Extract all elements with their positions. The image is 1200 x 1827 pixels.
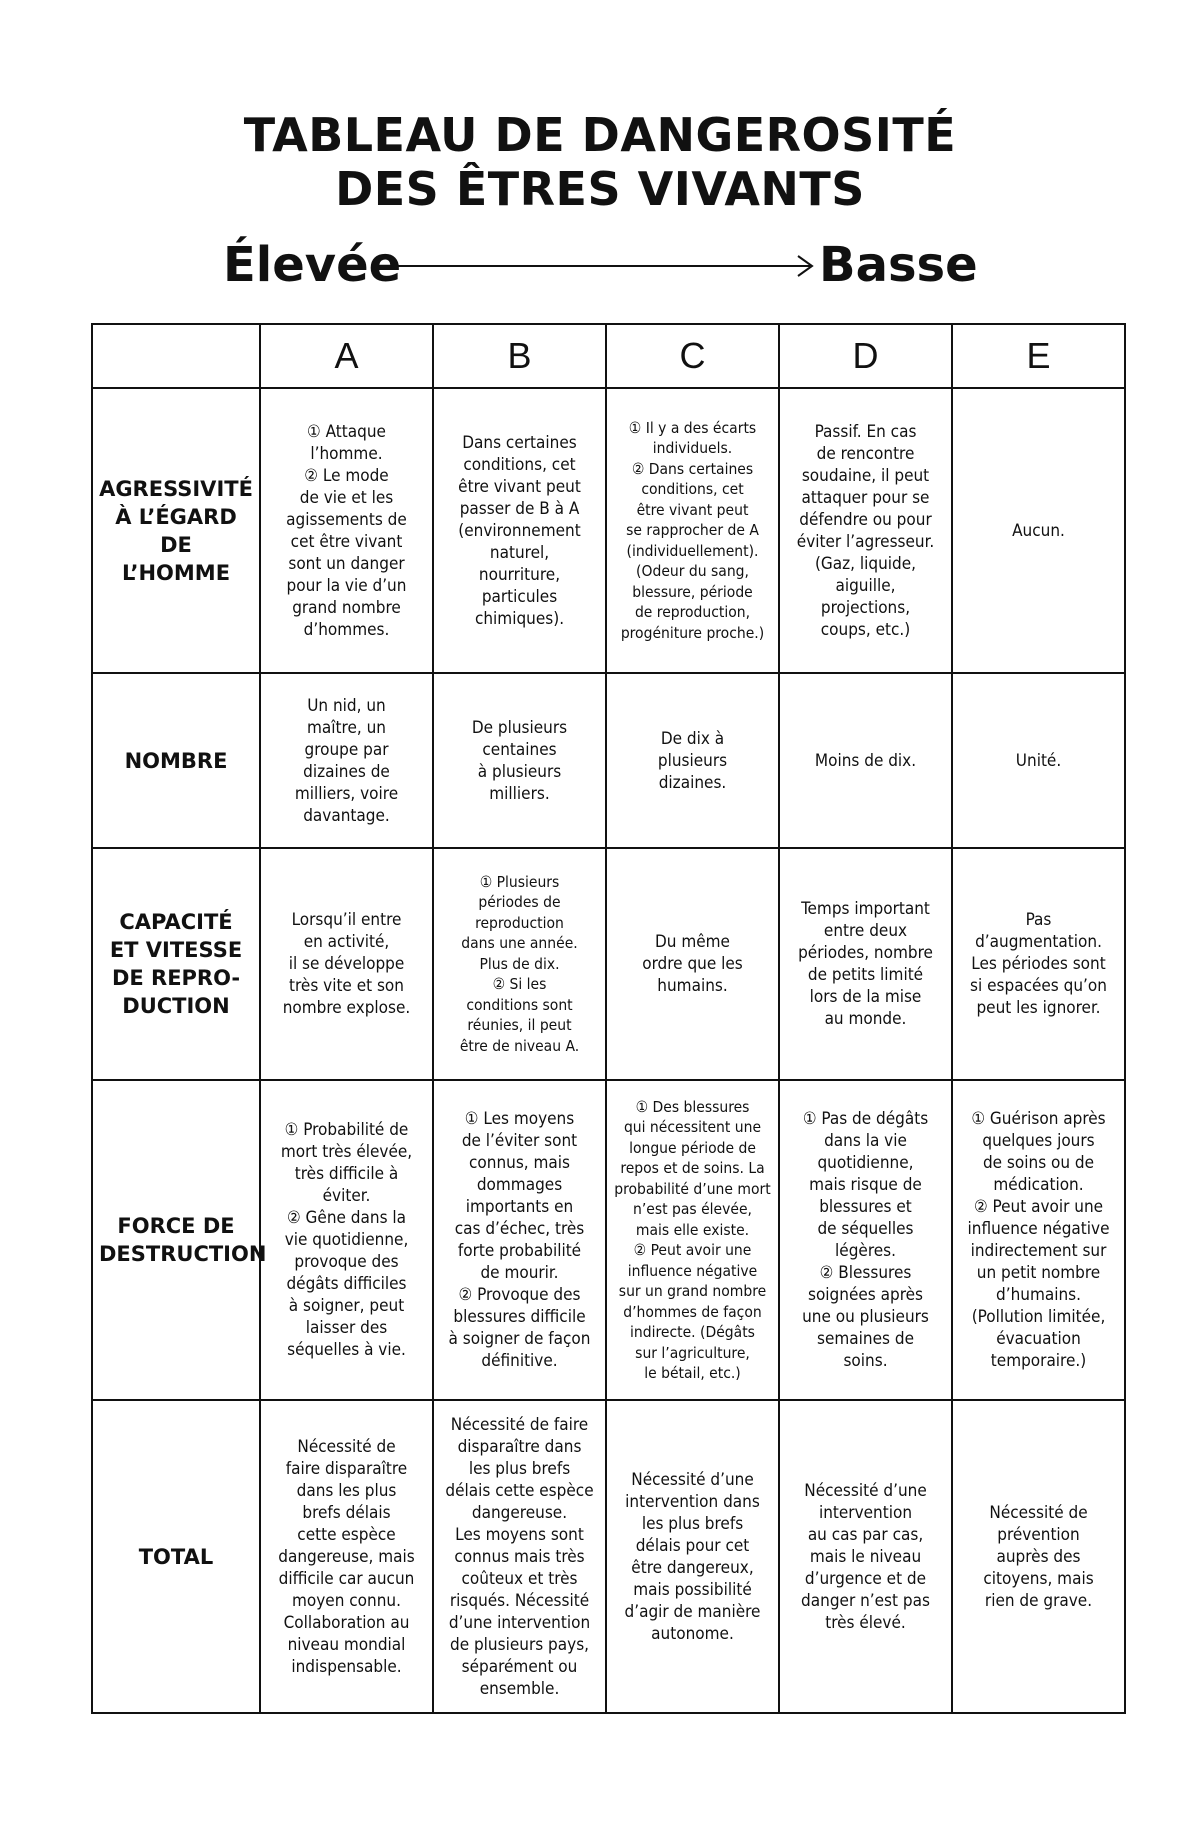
table-cell: Nécessité de prévention auprès des citoyens, mais rien de grave. [952, 1400, 1125, 1713]
table-header-row [92, 324, 1125, 388]
title-line-1: TABLEAU DE DANGEROSITÉ [243, 108, 957, 162]
row-header-destruction: FORCE DE DESTRUCTION [92, 1080, 260, 1400]
row-header-total: TOTAL [92, 1400, 260, 1713]
table-cell: ① Probabilité de mort très élevée, très difficile à éviter. ② Gêne dans la vie quotidienne, provoque des dégâts difficiles à soigner, peut laisser des séquelles à vie. [260, 1080, 433, 1400]
column-header-c: C [606, 324, 779, 388]
title-line-2: DES ÊTRES VIVANTS [335, 162, 865, 216]
table-row-reproduction [92, 848, 1125, 1080]
table-cell: Un nid, un maître, un groupe par dizaines de milliers, voire davantage. [260, 673, 433, 848]
table-cell: Nécessité de faire disparaître dans les plus brefs délais cette espèce dangereuse. Les moyens sont connus mais très coûteux et très risqués. Nécessité d’une intervention de plusieurs pays, séparément ou ensemble. [433, 1400, 606, 1713]
row-header-reproduction: CAPACITÉ ET VITESSE DE REPRO- DUCTION [92, 848, 260, 1080]
danger-scale [0, 230, 1200, 300]
table-cell: Passif. En cas de rencontre soudaine, il peut attaquer pour se défendre ou pour éviter l’agresseur. (Gaz, liquide, aiguille, projections, coups, etc.) [779, 388, 952, 673]
table-cell: Temps important entre deux périodes, nombre de petits limité lors de la mise au monde. [779, 848, 952, 1080]
column-header-a: A [260, 324, 433, 388]
table-corner-cell [92, 324, 260, 388]
table-cell: De dix à plusieurs dizaines. [606, 673, 779, 848]
danger-table [91, 323, 1126, 1714]
table-cell: ① Pas de dégâts dans la vie quotidienne, mais risque de blessures et de séquelles légères. ② Blessures soignées après une ou plusieurs semaines de soins. [779, 1080, 952, 1400]
table-cell: ① Plusieurs périodes de reproduction dans une année. Plus de dix. ② Si les conditions sont réunies, il peut être de niveau A. [433, 848, 606, 1080]
table-row-nombre [92, 673, 1125, 848]
table-cell: ① Des blessures qui nécessitent une longue période de repos et de soins. La probabilité d’une mort n’est pas élevée, mais elle existe. ② Peut avoir une influence négative sur un grand nombre d’hommes de façon indirecte. (Dégâts sur l’agriculture, le bétail, etc.) [606, 1080, 779, 1400]
row-header-agressivite: AGRESSIVITÉ À L’ÉGARD DE L’HOMME [92, 388, 260, 673]
table-cell: Nécessité de faire disparaître dans les plus brefs délais cette espèce dangereuse, mais difficile car aucun moyen connu. Collaboration au niveau mondial indispensable. [260, 1400, 433, 1713]
table-cell: Aucun. [952, 388, 1125, 673]
table-cell: Dans certaines conditions, cet être vivant peut passer de B à A (environnement naturel, nourriture, particules chimiques). [433, 388, 606, 673]
table-cell: Nécessité d’une intervention au cas par cas, mais le niveau d’urgence et de danger n’est pas très élevé. [779, 1400, 952, 1713]
table-cell: Pas d’augmentation. Les périodes sont si espacées qu’on peut les ignorer. [952, 848, 1125, 1080]
right-arrow-icon [390, 255, 815, 277]
table-cell: ① Les moyens de l’éviter sont connus, mais dommages importants en cas d’échec, très forte probabilité de mourir. ② Provoque des blessures difficile à soigner de façon définitive. [433, 1080, 606, 1400]
column-header-b: B [433, 324, 606, 388]
table-cell: ① Attaque l’homme. ② Le mode de vie et les agissements de cet être vivant sont un danger pour la vie d’un grand nombre d’hommes. [260, 388, 433, 673]
table-row-destruction [92, 1080, 1125, 1400]
table-cell: Unité. [952, 673, 1125, 848]
scale-high-label: Élevée [223, 237, 402, 293]
table-row-agressivite [92, 388, 1125, 673]
page-title [0, 108, 1200, 216]
scale-low-label: Basse [819, 237, 978, 293]
table-cell: ① Guérison après quelques jours de soins ou de médication. ② Peut avoir une influence négative indirectement sur un petit nombre d’humains. (Pollution limitée, évacuation temporaire.) [952, 1080, 1125, 1400]
table-row-total [92, 1400, 1125, 1713]
table-cell: Lorsqu’il entre en activité, il se développe très vite et son nombre explose. [260, 848, 433, 1080]
row-header-nombre: NOMBRE [92, 673, 260, 848]
table-cell: Du même ordre que les humains. [606, 848, 779, 1080]
column-header-e: E [952, 324, 1125, 388]
table-cell: Moins de dix. [779, 673, 952, 848]
table-cell: De plusieurs centaines à plusieurs milliers. [433, 673, 606, 848]
table-cell: Nécessité d’une intervention dans les plus brefs délais pour cet être dangereux, mais possibilité d’agir de manière autonome. [606, 1400, 779, 1713]
column-header-d: D [779, 324, 952, 388]
table-cell: ① Il y a des écarts individuels. ② Dans certaines conditions, cet être vivant peut se rapprocher de A (individuellement). (Odeur du sang, blessure, période de reproduction, progéniture proche.) [606, 388, 779, 673]
